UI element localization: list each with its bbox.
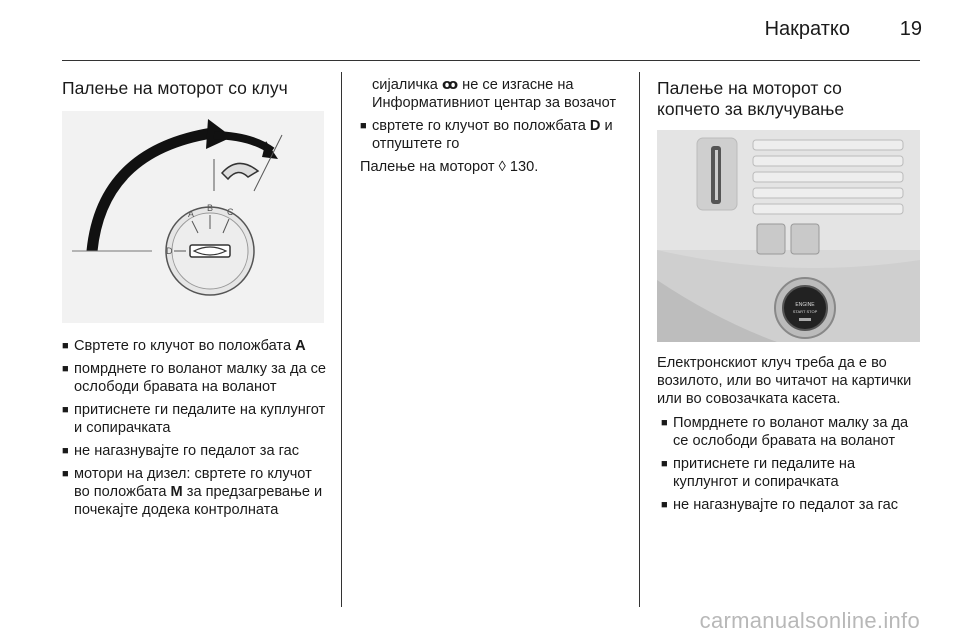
intro-paragraph: Електронскиот клуч треба да е во возилото, или во читачот на картички или во совозачката касета. [657, 355, 912, 407]
ignition-key-illustration [62, 111, 324, 323]
column-divider-1 [341, 72, 342, 607]
list-item: ■ не нагазнувајте го педалот за гас [62, 443, 300, 459]
column-1 [62, 78, 327, 524]
list-item: ■ притиснете ги педалите на куплунгот и сопирачката [661, 456, 856, 490]
watermark: carmanualsonline.info [699, 608, 920, 633]
list-item: ■ мотори на дизел: свртете го клучот во положбата M за предзагревање и почекајте додека контролната [62, 466, 323, 518]
dial-letter-d: D [166, 246, 173, 256]
list-item: ■ свртете го клучот во положбата D и отпуштете го [360, 118, 613, 152]
dial-letter-c: C [227, 207, 234, 217]
column-2 [360, 76, 622, 182]
column-divider-2 [639, 72, 640, 607]
column-3 [657, 78, 920, 519]
list-item-continued: сијаличка ꝏ не се изгасне на Информативниот центар за возачот [372, 77, 617, 111]
list-item: ■ не нагазнувајте го педалот за гас [661, 497, 899, 513]
cross-reference[interactable]: Палење на моторот ◊ 130. [360, 159, 539, 175]
engine-button-label-1: ENGINE [795, 302, 815, 308]
list-item: ■ Свртете го клучот во положбата A [62, 338, 306, 354]
header-rule [62, 60, 920, 61]
section-heading-key-start: Палење на моторот со клуч [62, 78, 288, 98]
section-heading-button-start: Палење на моторот со копчето за вклучување [657, 78, 845, 119]
start-button-photo [657, 130, 920, 342]
engine-button-label-2: START STOP [792, 309, 818, 314]
glow-plug-icon: ꝏ [441, 77, 459, 93]
dial-letter-b: B [207, 203, 214, 213]
list-item: ■ помрднете го воланот малку за да се ослободи бравата на воланот [62, 361, 327, 395]
page-reference-icon: ◊ [498, 159, 506, 175]
page-number: 19 [899, 18, 922, 40]
list-item: ■ Помрднете го воланот малку за да се ослободи бравата на воланот [661, 415, 909, 449]
dial-letter-a: A [188, 209, 195, 219]
list-item: ■ притиснете ги педалите на куплунгот и сопирачката [62, 402, 326, 436]
header-title: Накратко [764, 18, 850, 40]
